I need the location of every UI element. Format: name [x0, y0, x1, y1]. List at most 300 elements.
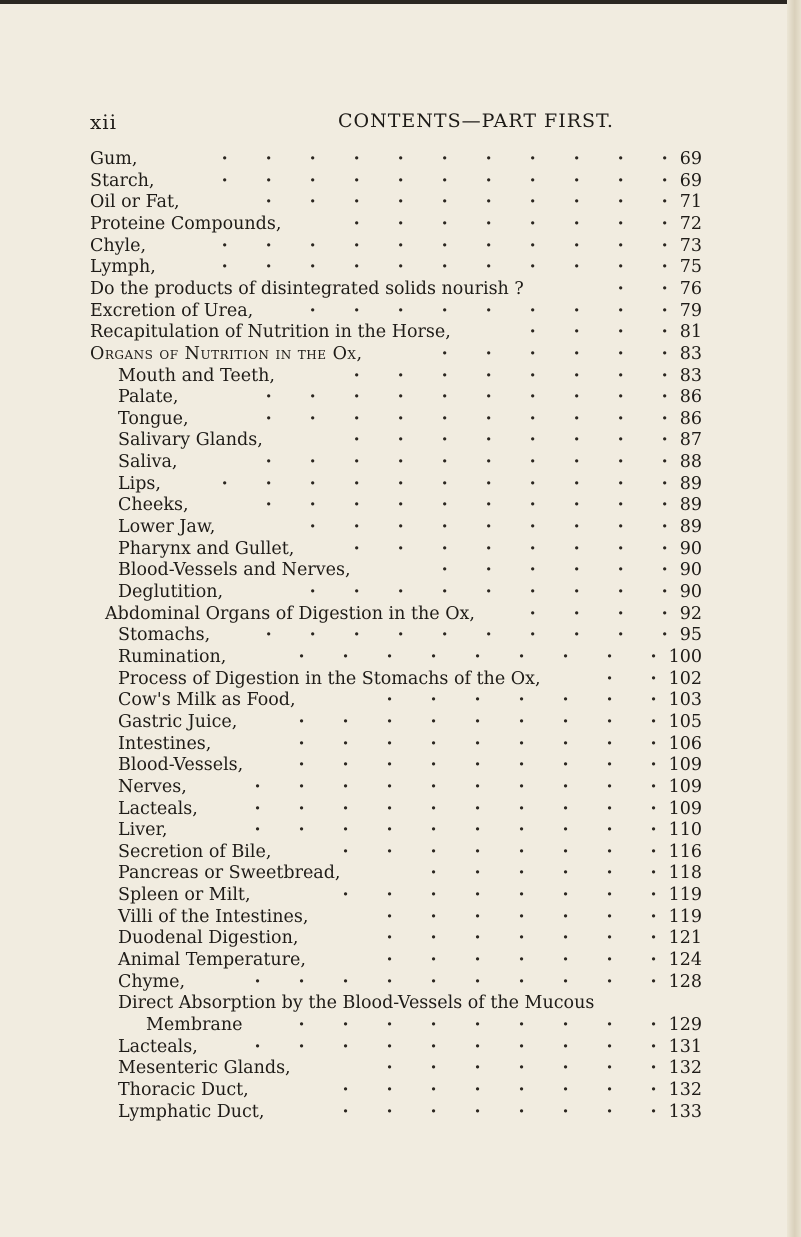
- leader-dot: ·: [529, 322, 536, 343]
- leader-dot: ·: [342, 885, 349, 906]
- leader-dots: [237, 581, 668, 603]
- leader-dot: ·: [606, 1058, 613, 1079]
- leader-dot: ·: [573, 408, 580, 429]
- leader-dot: ·: [661, 560, 668, 581]
- leader-dot: ·: [474, 841, 481, 862]
- leader-dots: [160, 235, 668, 257]
- leader-dot: ·: [474, 906, 481, 927]
- toc-entry-title: Deglutition,: [118, 582, 224, 602]
- leader-dot: ·: [265, 408, 272, 429]
- leader-dots: [212, 798, 657, 820]
- leader-dot: ·: [221, 170, 228, 191]
- leader-dot: ·: [562, 1058, 569, 1079]
- leader-dots: [489, 603, 668, 625]
- leader-dot: ·: [353, 170, 360, 191]
- leader-dot: ·: [474, 885, 481, 906]
- toc-entry: [90, 278, 702, 300]
- toc-entry-title: Process of Digestion in the Stomachs of the Ox,: [118, 668, 541, 689]
- leader-dot: ·: [518, 971, 525, 992]
- toc-entry: [118, 798, 702, 820]
- leader-dot: ·: [397, 495, 404, 516]
- leader-dot: ·: [529, 387, 536, 408]
- leader-dot: ·: [661, 300, 668, 321]
- leader-dot: ·: [430, 928, 437, 949]
- toc-entry-page: 100: [668, 646, 702, 667]
- leader-dot: ·: [386, 1101, 393, 1122]
- leader-dot: ·: [650, 1079, 657, 1100]
- toc-entry-page: 73: [679, 235, 702, 256]
- leader-dots: [285, 841, 656, 863]
- leader-dot: ·: [397, 300, 404, 321]
- leader-dot: ·: [617, 473, 624, 494]
- toc-entry: [118, 559, 702, 581]
- toc-entry: [118, 862, 702, 884]
- leader-dot: ·: [474, 971, 481, 992]
- toc-entry: [90, 343, 702, 365]
- leader-dot: ·: [617, 582, 624, 602]
- leader-dot: ·: [562, 906, 569, 927]
- leader-dot: ·: [353, 387, 360, 408]
- toc-entry-title: Lacteals,: [118, 1036, 198, 1057]
- leader-dot: ·: [518, 1036, 525, 1057]
- leader-dot: ·: [518, 820, 525, 841]
- toc-entry-title: Lacteals,: [118, 798, 198, 819]
- toc-entry-page: 86: [679, 387, 702, 408]
- toc-entry: [118, 992, 702, 1014]
- leader-dots: [308, 538, 667, 560]
- leader-dot: ·: [617, 192, 624, 213]
- toc-entry: [118, 776, 702, 798]
- toc-entry-title: Lower Jaw,: [118, 517, 216, 538]
- leader-dot: ·: [562, 971, 569, 992]
- leader-dot: ·: [265, 387, 272, 408]
- toc-entry-title: Chyle,: [90, 235, 147, 256]
- leader-dot: ·: [661, 430, 668, 451]
- leader-dot: ·: [221, 257, 228, 278]
- leader-dot: ·: [518, 928, 525, 949]
- leader-dot: ·: [485, 300, 492, 321]
- running-title: CONTENTS—PART FIRST.: [338, 110, 614, 132]
- toc-entry-title: Villi of the Intestines,: [118, 906, 309, 927]
- leader-dot: ·: [430, 885, 437, 906]
- leader-dot: ·: [661, 365, 668, 386]
- leader-dot: ·: [430, 950, 437, 971]
- leader-dots: [199, 971, 657, 993]
- leader-dots: [312, 927, 656, 949]
- leader-dot: ·: [518, 863, 525, 884]
- leader-dot: ·: [661, 625, 668, 646]
- leader-dot: ·: [386, 711, 393, 732]
- leader-dot: ·: [221, 235, 228, 256]
- leader-dot: ·: [661, 257, 668, 278]
- toc-entry-title: Recapitulation of Nutrition in the Horse,: [90, 322, 451, 343]
- leader-dot: ·: [573, 343, 580, 364]
- toc-entry: [90, 213, 702, 235]
- leader-dot: ·: [474, 646, 481, 667]
- leader-dot: ·: [617, 560, 624, 581]
- leader-dot: ·: [661, 213, 668, 234]
- leader-dot: ·: [529, 430, 536, 451]
- leader-dot: ·: [474, 798, 481, 819]
- leader-dot: ·: [562, 1036, 569, 1057]
- leader-dot: ·: [265, 257, 272, 278]
- toc-entry-title: Palate,: [118, 387, 179, 408]
- toc-entry-title: Mesenteric Glands,: [118, 1058, 291, 1079]
- leader-dots: [263, 1079, 657, 1101]
- toc-entry-page: 90: [679, 538, 702, 559]
- toc-entry-page: 90: [679, 582, 702, 602]
- leader-dot: ·: [386, 1079, 393, 1100]
- leader-dot: ·: [441, 517, 448, 538]
- toc-entry-title: Pancreas or Sweetbread,: [118, 863, 341, 884]
- leader-dot: ·: [485, 452, 492, 473]
- leader-dot: ·: [430, 906, 437, 927]
- leader-dot: ·: [650, 776, 657, 797]
- leader-dot: ·: [617, 278, 624, 299]
- leader-dot: ·: [485, 192, 492, 213]
- leader-dot: ·: [529, 213, 536, 234]
- leader-dot: ·: [518, 711, 525, 732]
- toc-entry-title: Blood-Vessels,: [118, 755, 244, 776]
- leader-dot: ·: [617, 170, 624, 191]
- leader-dots: [240, 646, 656, 668]
- toc-entry: [118, 689, 702, 711]
- toc-entry-page: 116: [668, 841, 702, 862]
- leader-dot: ·: [617, 343, 624, 364]
- leader-dots: [212, 1036, 657, 1058]
- top-rule: [0, 0, 801, 4]
- leader-dot: ·: [606, 1015, 613, 1035]
- leader-dot: ·: [342, 776, 349, 797]
- toc-entry: [118, 365, 702, 387]
- leader-dot: ·: [485, 235, 492, 256]
- leader-dot: ·: [661, 322, 668, 343]
- leader-dot: ·: [265, 495, 272, 516]
- toc-entry-title: Pharynx and Gullet,: [118, 538, 295, 559]
- leader-dot: ·: [309, 192, 316, 213]
- leader-dot: ·: [562, 928, 569, 949]
- leader-dot: ·: [309, 452, 316, 473]
- leader-dot: ·: [441, 408, 448, 429]
- toc-entry-title: Excretion of Urea,: [90, 300, 254, 321]
- leader-dot: ·: [441, 257, 448, 278]
- leader-dot: ·: [265, 235, 272, 256]
- leader-dots: [278, 1101, 656, 1123]
- leader-dot: ·: [518, 950, 525, 971]
- leader-dot: ·: [474, 1036, 481, 1057]
- leader-dot: ·: [562, 776, 569, 797]
- leader-dot: ·: [309, 495, 316, 516]
- leader-dot: ·: [441, 365, 448, 386]
- leader-dot: ·: [617, 517, 624, 538]
- toc-entry: [118, 1079, 702, 1101]
- leader-dot: ·: [386, 950, 393, 971]
- toc-entry-title: Chyme,: [118, 971, 186, 992]
- leader-dot: ·: [617, 149, 624, 169]
- leader-dot: ·: [573, 430, 580, 451]
- toc-entry-title: Secretion of Bile,: [118, 841, 272, 862]
- leader-dot: ·: [617, 603, 624, 624]
- leader-dots: [203, 408, 668, 430]
- leader-dot: ·: [353, 408, 360, 429]
- leader-dot: ·: [617, 257, 624, 278]
- leader-dot: ·: [562, 646, 569, 667]
- toc-entry-title: Cow's Milk as Food,: [118, 690, 296, 711]
- leader-dots: [203, 494, 668, 516]
- toc-entry: [90, 191, 702, 213]
- leader-dot: ·: [650, 928, 657, 949]
- leader-dot: ·: [606, 1036, 613, 1057]
- leader-dot: ·: [309, 257, 316, 278]
- leader-dots: [277, 429, 668, 451]
- leader-dot: ·: [617, 322, 624, 343]
- leader-dot: ·: [617, 387, 624, 408]
- leader-dots: [257, 754, 656, 776]
- leader-dot: ·: [650, 733, 657, 754]
- leader-dots: [201, 776, 657, 798]
- leader-dot: ·: [441, 625, 448, 646]
- leader-dot: ·: [441, 387, 448, 408]
- leader-dot: ·: [474, 1079, 481, 1100]
- leader-dot: ·: [650, 668, 657, 689]
- leader-dots: [377, 343, 668, 365]
- leader-dot: ·: [562, 885, 569, 906]
- leader-dot: ·: [562, 841, 569, 862]
- leader-dot: ·: [254, 971, 261, 992]
- toc-entry-page: 119: [668, 906, 702, 927]
- toc-entry: [118, 386, 702, 408]
- leader-dot: ·: [474, 755, 481, 776]
- toc-entry: [118, 408, 702, 430]
- leader-dot: ·: [617, 300, 624, 321]
- leader-dot: ·: [397, 170, 404, 191]
- leader-dot: ·: [386, 798, 393, 819]
- leader-dot: ·: [353, 625, 360, 646]
- leader-dot: ·: [485, 495, 492, 516]
- leader-dot: ·: [342, 755, 349, 776]
- leader-dot: ·: [529, 235, 536, 256]
- toc-entry-page: 121: [668, 928, 702, 949]
- leader-dot: ·: [342, 841, 349, 862]
- leader-dot: ·: [353, 235, 360, 256]
- leader-dot: ·: [529, 603, 536, 624]
- leader-dot: ·: [342, 820, 349, 841]
- leader-dot: ·: [606, 776, 613, 797]
- leader-dot: ·: [265, 473, 272, 494]
- leader-dot: ·: [386, 885, 393, 906]
- toc-entry-page: 129: [668, 1015, 702, 1035]
- leader-dot: ·: [474, 690, 481, 711]
- leader-dot: ·: [562, 1079, 569, 1100]
- toc-entry-page: 90: [679, 560, 702, 581]
- toc-entry: [90, 235, 702, 257]
- leader-dots: [538, 278, 668, 300]
- leader-dot: ·: [342, 1015, 349, 1035]
- toc-entry: [146, 1014, 702, 1036]
- leader-dot: ·: [661, 517, 668, 538]
- toc-entry-page: 95: [679, 625, 702, 646]
- toc-entry-page: 87: [679, 430, 702, 451]
- leader-dot: ·: [397, 538, 404, 559]
- leader-dot: ·: [573, 300, 580, 321]
- toc-entry-title: Tongue,: [118, 408, 189, 429]
- leader-dot: ·: [298, 733, 305, 754]
- leader-dot: ·: [562, 950, 569, 971]
- toc-entry-page: 71: [679, 192, 702, 213]
- leader-dot: ·: [309, 149, 316, 169]
- leader-dots: [175, 473, 668, 495]
- toc-entry-page: 109: [668, 776, 702, 797]
- toc-entry-title: Do the products of disintegrated solids nourish ?: [90, 278, 524, 299]
- leader-dot: ·: [606, 863, 613, 884]
- toc-entry-page: 133: [668, 1101, 702, 1122]
- leader-dot: ·: [397, 517, 404, 538]
- toc-entry: [90, 300, 702, 322]
- leader-dot: ·: [606, 733, 613, 754]
- toc-entry: [118, 841, 702, 863]
- leader-dot: ·: [397, 452, 404, 473]
- leader-dot: ·: [661, 538, 668, 559]
- toc-entry-title: Mouth and Teeth,: [118, 365, 275, 386]
- leader-dot: ·: [518, 841, 525, 862]
- leader-dot: ·: [562, 690, 569, 711]
- toc-entry-page: 86: [679, 408, 702, 429]
- leader-dot: ·: [386, 1015, 393, 1035]
- toc-entry: [90, 321, 702, 343]
- leader-dot: ·: [430, 711, 437, 732]
- leader-dot: ·: [606, 690, 613, 711]
- leader-dot: ·: [485, 343, 492, 364]
- leader-dot: ·: [606, 646, 613, 667]
- toc-entry-title: Starch,: [90, 170, 155, 191]
- leader-dot: ·: [529, 192, 536, 213]
- toc-entry-page: 83: [679, 365, 702, 386]
- toc-entry: [90, 256, 702, 278]
- leader-dot: ·: [529, 517, 536, 538]
- leader-dot: ·: [397, 365, 404, 386]
- leader-dot: ·: [298, 711, 305, 732]
- leader-dot: ·: [430, 841, 437, 862]
- leader-dot: ·: [606, 668, 613, 689]
- leader-dot: ·: [485, 560, 492, 581]
- leader-dot: ·: [254, 798, 261, 819]
- toc-entry: [118, 538, 702, 560]
- leader-dot: ·: [474, 950, 481, 971]
- leader-dot: ·: [529, 365, 536, 386]
- leader-dot: ·: [573, 149, 580, 169]
- leader-dots: [265, 884, 657, 906]
- leader-dot: ·: [397, 408, 404, 429]
- leader-dot: ·: [441, 235, 448, 256]
- leader-dot: ·: [573, 170, 580, 191]
- leader-dot: ·: [562, 1015, 569, 1035]
- leader-dot: ·: [650, 1036, 657, 1057]
- leader-dot: ·: [485, 213, 492, 234]
- leader-dot: ·: [650, 1058, 657, 1079]
- toc-entry-page: 75: [679, 257, 702, 278]
- toc-entry-title: Nerves,: [118, 776, 187, 797]
- toc-entry-page: 109: [668, 755, 702, 776]
- leader-dot: ·: [342, 1036, 349, 1057]
- leader-dot: ·: [606, 841, 613, 862]
- leader-dots: [555, 668, 657, 690]
- leader-dot: ·: [650, 1015, 657, 1035]
- toc-entry-page: 92: [679, 603, 702, 624]
- leader-dot: ·: [518, 646, 525, 667]
- toc-entry: [118, 819, 702, 841]
- leader-dot: ·: [606, 755, 613, 776]
- leader-dot: ·: [617, 452, 624, 473]
- leader-dot: ·: [617, 538, 624, 559]
- leader-dot: ·: [353, 365, 360, 386]
- leader-dot: ·: [650, 755, 657, 776]
- leader-dot: ·: [309, 625, 316, 646]
- leader-dot: ·: [386, 1058, 393, 1079]
- leader-dot: ·: [474, 711, 481, 732]
- leader-dot: ·: [265, 170, 272, 191]
- toc-entry: [118, 971, 702, 993]
- leader-dot: ·: [353, 192, 360, 213]
- toc-entry: [118, 949, 702, 971]
- leader-dot: ·: [441, 300, 448, 321]
- toc-entry: [118, 906, 702, 928]
- leader-dot: ·: [309, 582, 316, 602]
- leader-dot: ·: [430, 690, 437, 711]
- leader-dots: [225, 733, 656, 755]
- leader-dot: ·: [430, 1058, 437, 1079]
- leader-dot: ·: [562, 798, 569, 819]
- toc-entry-page: 118: [668, 863, 702, 884]
- toc-entry: [118, 927, 702, 949]
- leader-dot: ·: [441, 538, 448, 559]
- toc-entry-page: 106: [668, 733, 702, 754]
- leader-dot: ·: [309, 170, 316, 191]
- leader-dot: ·: [430, 776, 437, 797]
- toc-entry: [118, 1101, 702, 1123]
- toc-entry-page: 69: [679, 149, 702, 169]
- leader-dot: ·: [353, 517, 360, 538]
- leader-dot: ·: [441, 343, 448, 364]
- leader-dot: ·: [386, 906, 393, 927]
- toc-entry-title: Animal Temperature,: [118, 950, 306, 971]
- leader-dot: ·: [309, 473, 316, 494]
- leader-dot: ·: [617, 213, 624, 234]
- leader-dot: ·: [518, 776, 525, 797]
- leader-dot: ·: [529, 538, 536, 559]
- leader-dot: ·: [617, 235, 624, 256]
- leader-dot: ·: [430, 863, 437, 884]
- toc-entry: [118, 1036, 702, 1058]
- leader-dot: ·: [298, 755, 305, 776]
- toc-entry-title: Thoracic Duct,: [118, 1079, 249, 1100]
- toc-entry: [118, 711, 702, 733]
- leader-dot: ·: [661, 149, 668, 169]
- leader-dot: ·: [617, 495, 624, 516]
- leader-dot: ·: [573, 603, 580, 624]
- toc-entry: [118, 733, 702, 755]
- leader-dot: ·: [386, 1036, 393, 1057]
- leader-dot: ·: [573, 235, 580, 256]
- leader-dot: ·: [650, 841, 657, 862]
- leader-dots: [295, 213, 667, 235]
- leader-dot: ·: [342, 798, 349, 819]
- leader-dot: ·: [661, 452, 668, 473]
- leader-dot: ·: [386, 690, 393, 711]
- leader-dot: ·: [661, 473, 668, 494]
- leader-dots: [229, 516, 667, 538]
- toc-entry: [90, 170, 702, 192]
- leader-dot: ·: [562, 863, 569, 884]
